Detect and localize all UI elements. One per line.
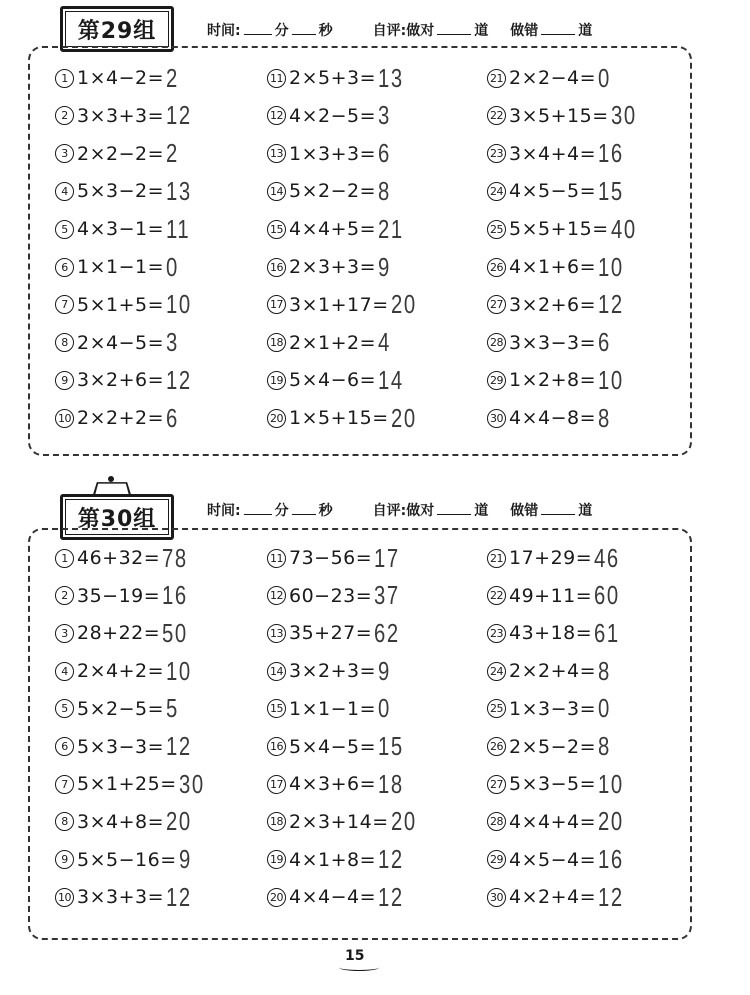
problem-expression: 5×3−5= <box>509 773 597 796</box>
problem-number: 6 <box>55 737 74 756</box>
problem-row <box>55 578 195 614</box>
problem-row <box>267 691 395 727</box>
handwritten-answer[interactable]: 15 <box>598 175 624 206</box>
problem-expression: 2×2−4= <box>509 67 597 89</box>
problem-number: 30 <box>487 409 506 428</box>
handwritten-answer[interactable]: 9 <box>178 844 192 875</box>
minutes-blank[interactable] <box>244 500 272 515</box>
problem-number: 26 <box>487 737 506 756</box>
seconds-blank[interactable] <box>292 20 316 35</box>
handwritten-answer[interactable]: 60 <box>594 580 620 611</box>
correct-count-blank[interactable] <box>437 500 471 515</box>
problem-number: 8 <box>55 333 74 352</box>
wrong-label: 做错 <box>510 503 539 519</box>
section-title-text: 第30组 <box>77 506 157 532</box>
problem-row <box>487 287 631 323</box>
problem-row <box>267 60 411 96</box>
problem-number: 9 <box>55 850 74 869</box>
handwritten-answer[interactable]: 10 <box>598 364 624 395</box>
handwritten-answer[interactable]: 0 <box>378 693 391 724</box>
self-eval-label: 自评:做对 <box>372 23 435 39</box>
problem-row <box>55 136 183 172</box>
problem-expression: 4×2+4= <box>509 886 597 909</box>
problem-row <box>487 578 627 614</box>
problem-expression: 5×3−2= <box>77 180 165 203</box>
problem-expression: 1×1−1= <box>289 697 377 720</box>
problem-row <box>267 540 407 576</box>
problem-expression: 3×1+17= <box>289 293 389 316</box>
problem-number: 16 <box>267 737 286 756</box>
problem-expression: 35+27= <box>289 622 373 645</box>
problem-number: 27 <box>487 295 506 314</box>
handwritten-answer[interactable]: 12 <box>166 881 192 912</box>
problem-expression: 5×2−2= <box>289 180 377 203</box>
handwritten-answer[interactable]: 13 <box>166 175 192 206</box>
problem-number: 28 <box>487 333 506 352</box>
problem-number: 11 <box>267 549 286 568</box>
minutes-label: 分 <box>274 23 289 39</box>
problem-row <box>487 766 631 802</box>
handwritten-answer[interactable]: 3 <box>166 327 179 358</box>
problem-expression: 3×5+15= <box>509 104 609 127</box>
problem-expression: 4×1+6= <box>509 256 597 278</box>
problem-number: 12 <box>267 106 286 125</box>
handwritten-answer[interactable]: 20 <box>390 402 417 433</box>
problem-row <box>487 691 615 727</box>
problem-number: 20 <box>267 888 286 907</box>
problem-number: 10 <box>55 888 74 907</box>
problem-number: 12 <box>267 586 286 605</box>
problem-row <box>55 287 199 323</box>
problem-expression: 2×5−2= <box>509 735 597 758</box>
problem-row <box>267 766 411 802</box>
handwritten-answer[interactable]: 21 <box>378 213 404 244</box>
seconds-label: 秒 <box>318 23 333 39</box>
problem-number: 23 <box>487 624 506 643</box>
handwritten-answer[interactable]: 20 <box>390 289 417 320</box>
problem-number: 8 <box>55 812 74 831</box>
problem-expression: 4×5−4= <box>509 848 597 871</box>
problem-row <box>55 729 199 765</box>
minutes-blank[interactable] <box>244 20 272 35</box>
problem-number: 22 <box>487 586 506 605</box>
handwritten-answer[interactable]: 20 <box>166 806 192 837</box>
problem-row <box>55 615 195 651</box>
problem-row <box>55 362 199 398</box>
correct-unit: 道 <box>474 503 489 519</box>
problem-number: 6 <box>55 258 74 277</box>
problem-number: 24 <box>487 662 506 681</box>
problem-row <box>267 325 395 361</box>
handwritten-answer[interactable]: 0 <box>166 251 179 282</box>
problem-expression: 3×2+6= <box>509 293 597 316</box>
problem-expression: 5×5−16= <box>77 848 177 871</box>
wrong-count-blank[interactable] <box>541 500 575 515</box>
self-eval-label: 自评:做对 <box>372 503 435 519</box>
problem-expression: 4×3+6= <box>289 773 377 796</box>
problem-expression: 4×5−5= <box>509 180 597 203</box>
problem-number: 7 <box>55 775 74 794</box>
problem-number: 13 <box>267 624 286 643</box>
problem-row <box>55 766 212 802</box>
page-number-text: 15 <box>345 948 365 964</box>
problem-row <box>487 842 631 878</box>
problem-expression: 2×2+4= <box>509 660 597 683</box>
problem-expression: 5×4−6= <box>289 369 377 392</box>
problem-row <box>55 325 183 361</box>
problem-row <box>55 249 183 285</box>
handwritten-answer[interactable]: 16 <box>598 844 624 875</box>
problem-number: 14 <box>267 182 286 201</box>
problem-row <box>55 540 195 576</box>
problem-row <box>487 98 644 134</box>
problem-row <box>267 362 411 398</box>
problem-expression: 2×2−2= <box>77 142 165 165</box>
problem-row <box>267 136 395 172</box>
handwritten-answer[interactable]: 6 <box>378 138 391 169</box>
handwritten-answer[interactable]: 78 <box>162 542 188 573</box>
problem-number: 26 <box>487 258 506 277</box>
handwritten-answer[interactable]: 6 <box>598 327 611 358</box>
problem-expression: 3×4+8= <box>77 810 165 833</box>
problem-row <box>55 98 199 134</box>
handwritten-answer[interactable]: 12 <box>166 364 192 395</box>
problem-row <box>267 804 424 840</box>
problem-number: 17 <box>267 775 286 794</box>
problem-number: 1 <box>55 549 74 568</box>
problem-expression: 2×3+14= <box>289 810 389 833</box>
minutes-label: 分 <box>274 503 289 519</box>
handwritten-answer[interactable]: 8 <box>598 402 611 433</box>
handwritten-answer[interactable]: 16 <box>598 138 624 169</box>
problem-row <box>55 879 199 915</box>
problem-expression: 3×2+3= <box>289 660 377 683</box>
problem-expression: 1×5+15= <box>289 407 389 430</box>
handwritten-answer[interactable]: 10 <box>598 251 624 282</box>
problem-number: 7 <box>55 295 74 314</box>
problem-expression: 46+32= <box>77 547 161 569</box>
handwritten-answer[interactable]: 30 <box>178 768 205 799</box>
time-label: 时间: <box>207 503 241 519</box>
handwritten-answer[interactable]: 5 <box>166 693 179 724</box>
time-label: 时间: <box>207 23 241 39</box>
problem-row <box>487 211 644 247</box>
problem-row <box>487 325 615 361</box>
problem-expression: 43+18= <box>509 622 593 645</box>
handwritten-answer[interactable]: 10 <box>166 289 192 320</box>
handwritten-answer[interactable]: 8 <box>378 175 391 206</box>
problem-row <box>487 136 631 172</box>
handwritten-answer[interactable]: 14 <box>378 364 404 395</box>
problem-number: 10 <box>55 409 74 428</box>
handwritten-answer[interactable]: 12 <box>378 844 404 875</box>
wrong-unit: 道 <box>578 503 593 519</box>
problem-number: 3 <box>55 144 74 163</box>
handwritten-answer[interactable]: 0 <box>598 693 611 724</box>
problem-row <box>487 60 615 96</box>
problem-number: 25 <box>487 220 506 239</box>
problem-expression: 3×3+3= <box>77 104 165 127</box>
header-info <box>207 500 592 520</box>
problems-box <box>28 46 692 456</box>
problem-number: 19 <box>267 850 286 869</box>
worksheet-section-30 <box>0 470 750 950</box>
problem-expression: 2×3+3= <box>289 256 377 278</box>
handwritten-answer[interactable]: 18 <box>378 768 404 799</box>
problem-expression: 35−19= <box>77 584 161 607</box>
problem-number: 4 <box>55 182 74 201</box>
handwritten-answer[interactable]: 37 <box>374 580 400 611</box>
problem-number: 15 <box>267 220 286 239</box>
problem-number: 14 <box>267 662 286 681</box>
problem-row <box>55 400 183 436</box>
handwritten-answer[interactable]: 10 <box>166 655 192 686</box>
handwritten-answer[interactable]: 12 <box>378 881 404 912</box>
problem-number: 23 <box>487 144 506 163</box>
problem-row <box>267 98 395 134</box>
handwritten-answer[interactable]: 13 <box>378 62 404 93</box>
problem-expression: 4×3−1= <box>77 218 165 241</box>
problem-row <box>267 400 424 436</box>
problem-number: 3 <box>55 624 74 643</box>
problem-expression: 1×2+8= <box>509 369 597 392</box>
handwritten-answer[interactable]: 8 <box>598 731 611 761</box>
handwritten-answer[interactable]: 50 <box>162 617 188 648</box>
problem-number: 16 <box>267 258 286 277</box>
seconds-label: 秒 <box>318 503 333 519</box>
section-title-text: 第29组 <box>77 18 157 44</box>
problem-row <box>487 173 631 209</box>
problem-expression: 4×4−4= <box>289 886 377 909</box>
handwritten-answer[interactable]: 16 <box>162 580 188 611</box>
problem-number: 22 <box>487 106 506 125</box>
problem-row <box>55 691 183 727</box>
handwritten-answer[interactable]: 46 <box>594 542 620 573</box>
problem-number: 2 <box>55 106 74 125</box>
problem-number: 13 <box>267 144 286 163</box>
problem-row <box>55 211 197 247</box>
handwritten-answer[interactable]: 9 <box>378 655 391 686</box>
wrong-label: 做错 <box>510 23 539 39</box>
problem-row <box>267 842 411 878</box>
problem-row <box>487 400 615 436</box>
problem-row <box>487 362 631 398</box>
worksheet-section-29 <box>0 0 750 470</box>
problem-number: 18 <box>267 812 286 831</box>
problem-number: 15 <box>267 699 286 718</box>
problem-expression: 1×3+3= <box>289 142 377 165</box>
problem-number: 29 <box>487 371 506 390</box>
handwritten-answer[interactable]: 17 <box>374 542 400 573</box>
problem-row <box>267 615 407 651</box>
problem-expression: 4×2−5= <box>289 104 377 127</box>
problem-number: 1 <box>55 69 74 88</box>
problem-expression: 1×1−1= <box>77 256 165 278</box>
handwritten-answer[interactable]: 61 <box>594 617 620 648</box>
problem-row <box>55 173 199 209</box>
handwritten-answer[interactable]: 11 <box>166 213 191 244</box>
problem-number: 21 <box>487 549 506 568</box>
problem-number: 29 <box>487 850 506 869</box>
problem-row <box>267 249 395 285</box>
handwritten-answer[interactable]: 30 <box>610 100 637 131</box>
problem-row <box>487 879 631 915</box>
problem-number: 11 <box>267 69 286 88</box>
problem-expression: 5×5+15= <box>509 218 609 241</box>
problem-expression: 17+29= <box>509 547 593 569</box>
problem-row <box>487 540 627 576</box>
handwritten-answer[interactable]: 20 <box>598 806 624 837</box>
problem-number: 17 <box>267 295 286 314</box>
problem-number: 19 <box>267 371 286 390</box>
problem-expression: 2×4+2= <box>77 660 165 683</box>
handwritten-answer[interactable]: 4 <box>378 327 391 358</box>
page-number-swoosh <box>339 964 379 971</box>
problem-expression: 1×3−3= <box>509 697 597 720</box>
problem-number: 30 <box>487 888 506 907</box>
problem-number: 9 <box>55 371 74 390</box>
problem-expression: 2×5+3= <box>289 67 377 89</box>
hanger-nail <box>108 476 114 482</box>
header-info <box>207 20 592 40</box>
problem-number: 28 <box>487 812 506 831</box>
problem-row <box>487 249 631 285</box>
wrong-count-blank[interactable] <box>541 20 575 35</box>
problem-number: 18 <box>267 333 286 352</box>
handwritten-answer[interactable]: 6 <box>166 402 179 433</box>
problem-expression: 3×2+6= <box>77 369 165 392</box>
problem-expression: 5×1+25= <box>77 773 177 796</box>
problem-number: 24 <box>487 182 506 201</box>
problems-box <box>28 528 692 940</box>
seconds-blank[interactable] <box>292 500 316 515</box>
handwritten-answer[interactable]: 15 <box>378 731 404 761</box>
problem-row <box>267 729 411 765</box>
problem-row <box>487 804 631 840</box>
problem-expression: 5×2−5= <box>77 697 165 720</box>
problem-expression: 2×1+2= <box>289 331 377 354</box>
problem-row <box>55 60 183 96</box>
problem-number: 5 <box>55 699 74 718</box>
problem-row <box>267 879 411 915</box>
handwritten-answer[interactable]: 40 <box>610 213 637 244</box>
handwritten-answer[interactable]: 10 <box>598 768 624 799</box>
correct-count-blank[interactable] <box>437 20 471 35</box>
correct-unit: 道 <box>474 23 489 39</box>
handwritten-answer[interactable]: 2 <box>166 138 179 169</box>
problem-number: 21 <box>487 69 506 88</box>
problem-row <box>55 804 199 840</box>
handwritten-answer[interactable]: 20 <box>390 806 417 837</box>
problem-expression: 28+22= <box>77 622 161 645</box>
problem-expression: 3×3−3= <box>509 331 597 354</box>
problem-number: 4 <box>55 662 74 681</box>
problem-expression: 5×3−3= <box>77 735 165 758</box>
handwritten-answer[interactable]: 9 <box>378 251 391 282</box>
handwritten-answer[interactable]: 12 <box>166 100 192 131</box>
problem-expression: 3×4+4= <box>509 142 597 165</box>
problem-row <box>487 653 615 689</box>
wrong-unit: 道 <box>578 23 593 39</box>
handwritten-answer[interactable]: 12 <box>598 289 624 320</box>
handwritten-answer[interactable]: 3 <box>378 100 391 131</box>
problem-row <box>267 173 395 209</box>
problem-expression: 4×4+5= <box>289 218 377 241</box>
handwritten-answer[interactable]: 8 <box>598 655 611 686</box>
problem-expression: 2×2+2= <box>77 407 165 430</box>
problem-expression: 73−56= <box>289 547 373 569</box>
problem-row <box>267 211 411 247</box>
problem-number: 2 <box>55 586 74 605</box>
problem-expression: 4×4+4= <box>509 810 597 833</box>
handwritten-answer[interactable]: 12 <box>598 881 624 912</box>
handwritten-answer[interactable]: 2 <box>166 62 179 93</box>
problem-row <box>267 287 424 323</box>
problem-expression: 49+11= <box>509 584 593 607</box>
handwritten-answer[interactable]: 62 <box>374 617 400 648</box>
problem-expression: 3×3+3= <box>77 886 165 909</box>
problem-row <box>487 729 615 765</box>
handwritten-answer[interactable]: 12 <box>166 731 192 761</box>
problem-expression: 4×4−8= <box>509 407 597 430</box>
problem-row <box>487 615 627 651</box>
problem-expression: 5×1+5= <box>77 293 165 316</box>
problem-row <box>55 842 195 878</box>
problem-number: 25 <box>487 699 506 718</box>
handwritten-answer[interactable]: 0 <box>598 62 611 93</box>
problem-row <box>267 653 395 689</box>
problem-expression: 4×1+8= <box>289 848 377 871</box>
problem-number: 5 <box>55 220 74 239</box>
problem-expression: 60−23= <box>289 584 373 607</box>
problem-row <box>267 578 407 614</box>
problem-number: 27 <box>487 775 506 794</box>
problem-number: 20 <box>267 409 286 428</box>
problem-expression: 2×4−5= <box>77 331 165 354</box>
problem-row <box>55 653 199 689</box>
page-number <box>345 948 364 964</box>
problem-expression: 5×4−5= <box>289 735 377 758</box>
problem-expression: 1×4−2= <box>77 67 165 89</box>
